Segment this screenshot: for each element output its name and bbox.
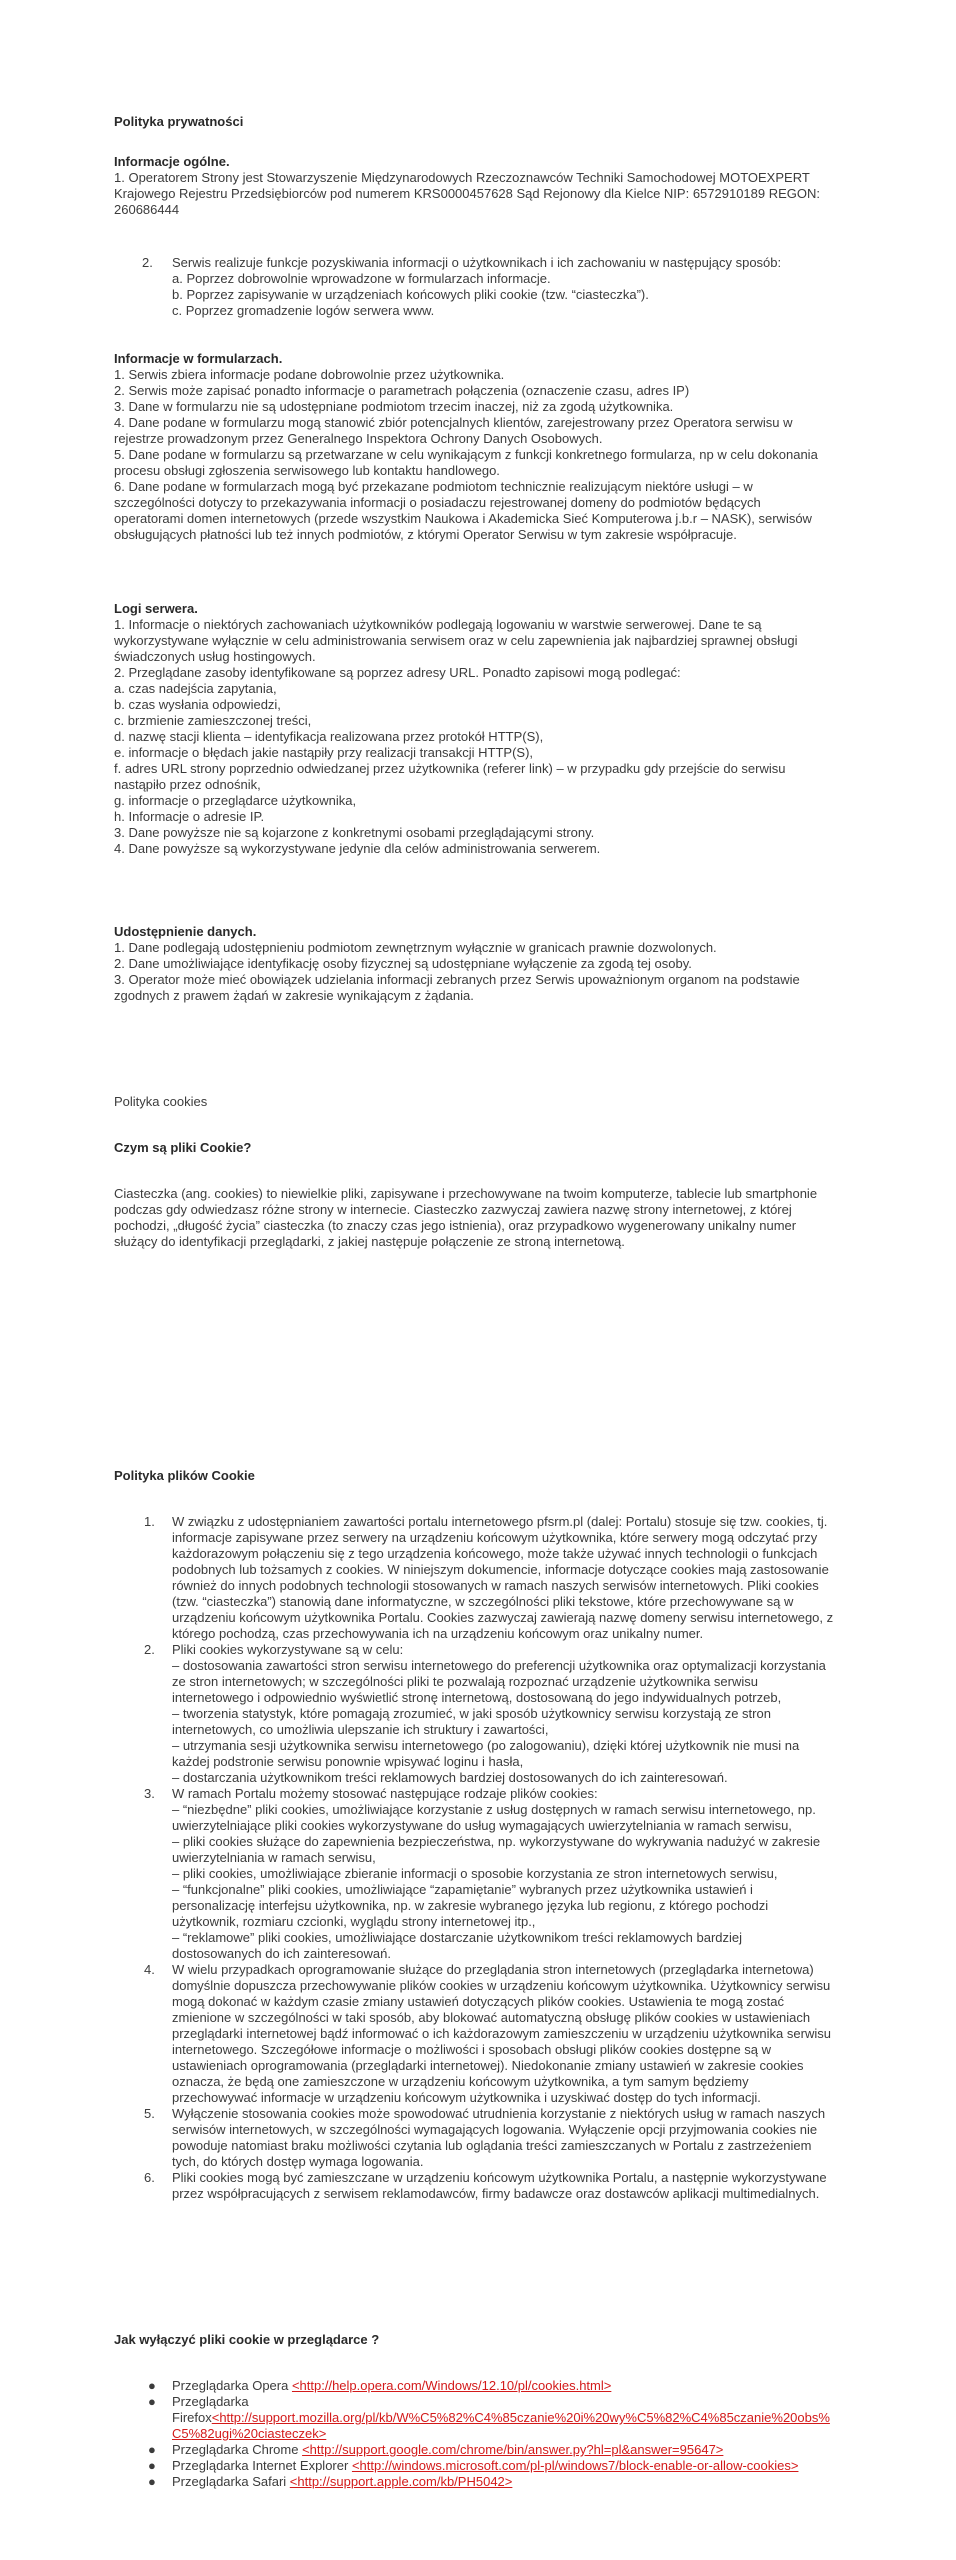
logs-section [114, 617, 854, 857]
policy-item [114, 1514, 854, 1642]
what-are-cookies-heading: Czym są pliki Cookie? [114, 1140, 252, 1155]
item-number: 4. [144, 1962, 155, 1977]
disable-cookies-heading: Jak wyłączyć pliki cookie w przeglądarce ? [114, 2332, 380, 2347]
what-line: pochodzi, „długość życia” ciasteczka (to znaczy czas jego istnienia), oraz przypadkowo wygenerowany unikalny numer [114, 1218, 797, 1233]
sub-item: c. Poprzez gromadzenie logów serwera www. [172, 303, 435, 318]
policy-line: W wielu przypadkach oprogramowanie służące do przeglądania stron internetowych (przeglądarka internetowa) [172, 1962, 814, 1977]
forms-heading: Informacje w formularzach. [114, 351, 283, 366]
logs-line: h. Informacje o adresie IP. [114, 809, 265, 824]
policy-line: każdej podstronie serwisu ponownie wpisywać loginu i hasła, [172, 1754, 524, 1769]
policy-line: przechowywać informacje w urządzeniu końcowym użytkownika i uzyskiwać dostęp do tych informacji. [172, 2090, 761, 2105]
item-text: Serwis realizuje funkcje pozyskiwania informacji o użytkownikach i ich zachowaniu w następujący sposób: [172, 255, 782, 270]
bullet-icon: ● [148, 2474, 156, 2489]
logs-line: 4. Dane powyższe są wykorzystywane jedynie dla celów administrowania serwerem. [114, 841, 601, 856]
policy-line: ustawieniach oprogramowania (przeglądarki internetowej). Niedokonanie zmiany ustawień w zakresie cookies [172, 2058, 804, 2073]
policy-line: uwierzytelniające pliki cookies wykorzystywane do usług wymagających uwierzytelniania w ramach serwisu, [172, 1818, 792, 1833]
item-number: 3. [144, 1786, 155, 1801]
what-are-cookies-text [114, 1186, 854, 1250]
browser-label: Przeglądarka [172, 2394, 249, 2409]
policy-line: personalizację interfejsu użytkownika, np. w zakresie wybranego języka lub regionu, z którego pochodzi [172, 1898, 769, 1913]
chrome-help-link[interactable]: <http://support.google.com/chrome/bin/answer.py?hl=pl&answer=95647> [302, 2442, 724, 2457]
policy-line: serwisów internetowych, w szczególności wymagających logowania. Wyłączenie opcji przyjmowania cookies nie [172, 2122, 818, 2137]
policy-line: przez współpracujących z serwisem reklamodawców, firmy badawcze oraz dostawców aplikacji multimedialnych. [172, 2186, 820, 2201]
policy-line: – “funkcjonalne” pliki cookies, umożliwiające “zapamiętanie” wybranych przez użytkownika ustawień i [172, 1882, 753, 1897]
privacy-title: Polityka prywatności [114, 114, 244, 129]
opera-help-link[interactable]: <http://help.opera.com/Windows/12.10/pl/cookies.html> [291, 2378, 612, 2393]
browser-label: Przeglądarka Opera [172, 2378, 292, 2393]
what-line: Ciasteczka (ang. cookies) to niewielkie pliki, zapisywane i przechowywane na twoim komputerze, tablecie lub smartphonie [114, 1186, 818, 1201]
policy-line: każdorazowym połączeniu się z tego urządzenia końcowego, może także używać innych technologii o funkcjach [172, 1546, 818, 1561]
logs-line: świadczonych usług hostingowych. [114, 649, 316, 664]
policy-line: uwierzytelniania w ramach serwisu, [172, 1850, 376, 1865]
bullet-icon: ● [148, 2442, 156, 2457]
policy-line: mogą dokonać w każdym czasie zmiany ustawień dotyczących plików cookies. Ustawienia te mogą zostać [172, 1994, 784, 2009]
policy-line: internetowych, co umożliwia ulepszanie ich struktury i zawartości, [172, 1722, 549, 1737]
cookie-policy-list [114, 1514, 854, 2202]
forms-line: rejestrze prowadzonym przez Generalnego Inspektora Ochrony Danych Osobowych. [114, 431, 603, 446]
forms-line: 5. Dane podane w formularzu są przetwarzane w celu wynikającym z funkcji konkretnego formularza, np w celu dokonania [114, 447, 818, 462]
browser-label: Przeglądarka Chrome [172, 2442, 303, 2457]
browser-label: Firefox [172, 2410, 212, 2425]
item-number: 6. [144, 2170, 155, 2185]
policy-line: – tworzenia statystyk, które pomagają zrozumieć, w jaki sposób użytkownicy serwisu korzystają ze stron [172, 1706, 771, 1721]
sharing-line: 1. Dane podlegają udostępnieniu podmiotom zewnętrznym wyłącznie w granicach prawnie dozwolonych. [114, 940, 717, 955]
policy-item [114, 1642, 854, 1786]
forms-line: szczególności dotyczy to przekazywania informacji o posiadaczu rejestrowanej domeny do podmiotów będących [114, 495, 761, 510]
forms-line: 2. Serwis może zapisać ponadto informacje o parametrach połączenia (oznaczenie czasu, adres IP) [114, 383, 690, 398]
policy-line: podobnych lub tożsamych z cookies. W niniejszym dokumencie, informacje dotyczące cookies mają zastosowanie [172, 1562, 829, 1577]
cookies-title: Polityka cookies [114, 1094, 208, 1109]
general-line: 260686444 [114, 202, 180, 217]
general-heading: Informacje ogólne. [114, 154, 230, 169]
policy-line: tych, do których dostęp wymaga logowania. [172, 2154, 424, 2169]
browser-item-ie [114, 2458, 854, 2474]
safari-help-link[interactable]: <http://support.apple.com/kb/PH5042> [289, 2474, 513, 2489]
policy-line: oznacza, że będą one zamieszczone w urządzeniu końcowym użytkownika, a tym samym będziemy [172, 2074, 749, 2089]
bullet-icon: ● [148, 2458, 156, 2473]
logs-line: e. informacje o błędach jakie nastąpiły przy realizacji transakcji HTTP(S), [114, 745, 534, 760]
sharing-line: 3. Operator może mieć obowiązek udzielania informacji zebranych przez Serwis upoważnionym organom na podstawie [114, 972, 800, 987]
item-number: 5. [144, 2106, 155, 2121]
policy-line: Wyłączenie stosowania cookies może spowodować utrudnienia korzystanie z niektórych usług w ramach naszych [172, 2106, 826, 2121]
item-number: 2. [142, 255, 153, 270]
logs-line: a. czas nadejścia zapytania, [114, 681, 277, 696]
policy-item [114, 2170, 854, 2202]
logs-line: nastąpiło przez odnośnik, [114, 777, 261, 792]
forms-line: 4. Dane podane w formularzu mogą stanowić zbiór potencjalnych klientów, zarejestrowany przez Operatora serwisu w [114, 415, 793, 430]
item-number: 1. [144, 1514, 155, 1529]
policy-line: – pliki cookies służące do zapewnienia bezpieczeństwa, np. wykorzystywane do wykrywania nadużyć w zakresie [172, 1834, 821, 1849]
browser-list [114, 2378, 854, 2490]
collection-methods-item [114, 255, 854, 319]
policy-line: informacje zapisywane przez serwery na urządzeniu końcowym użytkownika, które serwery mogą odczytać przy [172, 1530, 818, 1545]
firefox-help-link[interactable]: <http://support.mozilla.org/pl/kb/W%C5%82%C4%85czanie%20i%20wy%C5%82%C4%85czanie%20obs% [211, 2410, 830, 2425]
browser-item-opera [114, 2378, 854, 2394]
policy-line: powoduje natomiast braku możliwości czytania lub oglądania treści zamieszczanych w Portalu z zastrzeżeniem [172, 2138, 812, 2153]
logs-line: 2. Przeglądane zasoby identyfikowane są poprzez adresy URL. Ponadto zapisowi mogą podlegać: [114, 665, 681, 680]
policy-line: urządzeniu końcowym użytkownika Portalu. Cookies zazwyczaj zawierają nazwę domeny serwisu internetowego, z [172, 1610, 834, 1625]
forms-line: 6. Dane podane w formularzach mogą być przekazane podmiotom technicznie realizującym niektóre usługi – w [114, 479, 753, 494]
general-section [114, 170, 854, 218]
forms-line: operatorami domen internetowych (przede wszystkim Naukowa i Akademicka Sieć Komputerowa j.b.r – NASK), serwisów [114, 511, 812, 526]
policy-line: – dostarczania użytkownikom treści reklamowych bardziej dostosowanych do ich zainteresowań. [172, 1770, 728, 1785]
forms-line: 1. Serwis zbiera informacje podane dobrowolnie przez użytkownika. [114, 367, 505, 382]
policy-line: – pliki cookies, umożliwiające zbieranie informacji o sposobie korzystania ze stron internetowych serwisu, [172, 1866, 778, 1881]
browser-item-safari [114, 2474, 854, 2490]
browser-label: Przeglądarka Internet Explorer [172, 2458, 352, 2473]
policy-line: (tzw. “ciasteczka”) stanowią dane informatyczne, w szczególności pliki tekstowe, które przechowywane są w [172, 1594, 794, 1609]
policy-line: W ramach Portalu możemy stosować następujące rodzaje plików cookies: [172, 1786, 598, 1801]
sharing-line: 2. Dane umożliwiające identyfikację osoby fizycznej są udostępniane wyłączenie za zgodą tej osoby. [114, 956, 692, 971]
bullet-icon: ● [148, 2394, 156, 2409]
policy-line: ze stron internetowych; w szczególności pliki te pozwalają rozpoznać urządzenie użytkownika serwisu [172, 1674, 758, 1689]
policy-item [114, 2106, 854, 2170]
logs-line: 1. Informacje o niektórych zachowaniach użytkowników podlegają logowaniu w warstwie serwerowej. Dane te są [114, 617, 762, 632]
logs-line: g. informacje o przeglądarce użytkownika, [114, 793, 357, 808]
sharing-line: zgodnych z prawem żądań w zakresie wynikającym z żądania. [114, 988, 474, 1003]
firefox-help-link-cont[interactable]: C5%82ugi%20ciasteczek> [172, 2426, 327, 2441]
what-line: służący do identyfikacji przeglądarki, z jakiej następuje połączenie ze stroną internetową. [114, 1234, 625, 1249]
logs-line: b. czas wysłania odpowiedzi, [114, 697, 281, 712]
policy-line: Pliki cookies wykorzystywane są w celu: [172, 1642, 404, 1657]
policy-line: domyślnie dopuszcza przechowywanie plików cookies w urządzeniu końcowym użytkownika. Użytkownicy serwisu [172, 1978, 831, 1993]
ie-help-link[interactable]: <http://windows.microsoft.com/pl-pl/windows7/block-enable-or-allow-cookies> [351, 2458, 799, 2473]
item-number: 2. [144, 1642, 155, 1657]
logs-line: c. brzmienie zamieszczonej treści, [114, 713, 312, 728]
what-line: podczas gdy odwiedzasz różne strony w internecie. Ciasteczko zazwyczaj zawiera nazwę strony internetowej, z której [114, 1202, 792, 1217]
logs-heading: Logi serwera. [114, 601, 198, 616]
sub-item: b. Poprzez zapisywanie w urządzeniach końcowych pliki cookie (tzw. “ciasteczka”). [172, 287, 649, 302]
logs-line: d. nazwę stacji klienta – identyfikacja realizowana przez protokół HTTP(S), [114, 729, 544, 744]
general-line: 1. Operatorem Strony jest Stowarzyszenie Międzynarodowych Rzeczoznawców Techniki Samochodowej MOTOEXPERT [114, 170, 810, 185]
policy-line: – “reklamowe” pliki cookies, umożliwiające dostarczanie użytkownikom treści reklamowych bardziej [172, 1930, 743, 1945]
general-line: Krajowego Rejestru Przedsiębiorców pod numerem KRS0000457628 Sąd Rejonowy dla Kielce NIP: 6572910189 REGON: [114, 186, 821, 201]
policy-line: – “niezbędne” pliki cookies, umożliwiające korzystanie z usług dostępnych w ramach serwisu internetowego, np. [172, 1802, 816, 1817]
forms-line: obsługujących płatności lub też innych podmiotów, z którymi Operator Serwisu w tym zakresie współpracuje. [114, 527, 737, 542]
policy-line: internetowego. Szczegółowe informacje o możliwości i sposobach obsługi plików cookies dostępne są w [172, 2042, 772, 2057]
policy-line: W związku z udostępnianiem zawartości portalu internetowego pfsrm.pl (dalej: Portalu) stosuje się tzw. cookies, tj. [172, 1514, 828, 1529]
browser-item-firefox [114, 2394, 854, 2442]
sharing-section [114, 940, 854, 1004]
policy-line: – utrzymania sesji użytkownika serwisu internetowego (po zalogowaniu), dzięki której użytkownik nie musi na [172, 1738, 800, 1753]
sub-item: a. Poprzez dobrowolnie wprowadzone w formularzach informacje. [172, 271, 551, 286]
policy-line: użytkownik, rozmiaru czcionki, wyglądu strony internetowej itp., [172, 1914, 536, 1929]
forms-line: 3. Dane w formularzu nie są udostępniane podmiotom trzecim inaczej, niż za zgodą użytkownika. [114, 399, 674, 414]
policy-line: którego pochodzą, czas przechowywania ich na urządzeniu końcowym oraz unikalny numer. [172, 1626, 704, 1641]
policy-line: również do innych podobnych technologii stosowanych w ramach naszych serwisów internetowych. Pliki cookies [172, 1578, 819, 1593]
browser-item-chrome [114, 2442, 854, 2458]
browser-label: Przeglądarka Safari [172, 2474, 290, 2489]
policy-line: przeglądarki internetowej bądź informować o ich każdorazowym zamieszczeniu w urządzeniu użytkownika serwisu [172, 2026, 831, 2041]
policy-line: zmienione w szczególności w taki sposób, aby blokować automatyczną obsługę plików cookies w ustawieniach [172, 2010, 811, 2025]
bullet-icon: ● [148, 2378, 156, 2393]
logs-line: f. adres URL strony poprzednio odwiedzanej przez użytkownika (referer link) – w przypadku gdy przejście do serwisu [114, 761, 786, 776]
logs-line: 3. Dane powyższe nie są kojarzone z konkretnymi osobami przeglądającymi strony. [114, 825, 595, 840]
forms-section [114, 367, 854, 543]
policy-line: dostosowanych do ich zainteresowań. [172, 1946, 391, 1961]
policy-item [114, 1962, 854, 2106]
policy-line: – dostosowania zawartości stron serwisu internetowego do preferencji użytkownika oraz optymalizacji korzystania [172, 1658, 826, 1673]
logs-line: wykorzystywane wyłącznie w celu administrowania serwisem oraz w celu zapewnienia jak najbardziej sprawnej obsługi [114, 633, 798, 648]
sharing-heading: Udostępnienie danych. [114, 924, 257, 939]
policy-line: internetowego i odpowiednio wyświetlić stronę internetową, dostosowaną do jego indywidualnych potrzeb, [172, 1690, 782, 1705]
policy-line: Pliki cookies mogą być zamieszczane w urządzeniu końcowym użytkownika Portalu, a następnie wykorzystywane [172, 2170, 827, 2185]
policy-item [114, 1786, 854, 1962]
forms-line: procesu obsługi zgłoszenia serwisowego lub kontaktu handlowego. [114, 463, 500, 478]
cookie-policy-heading: Polityka plików Cookie [114, 1468, 255, 1483]
